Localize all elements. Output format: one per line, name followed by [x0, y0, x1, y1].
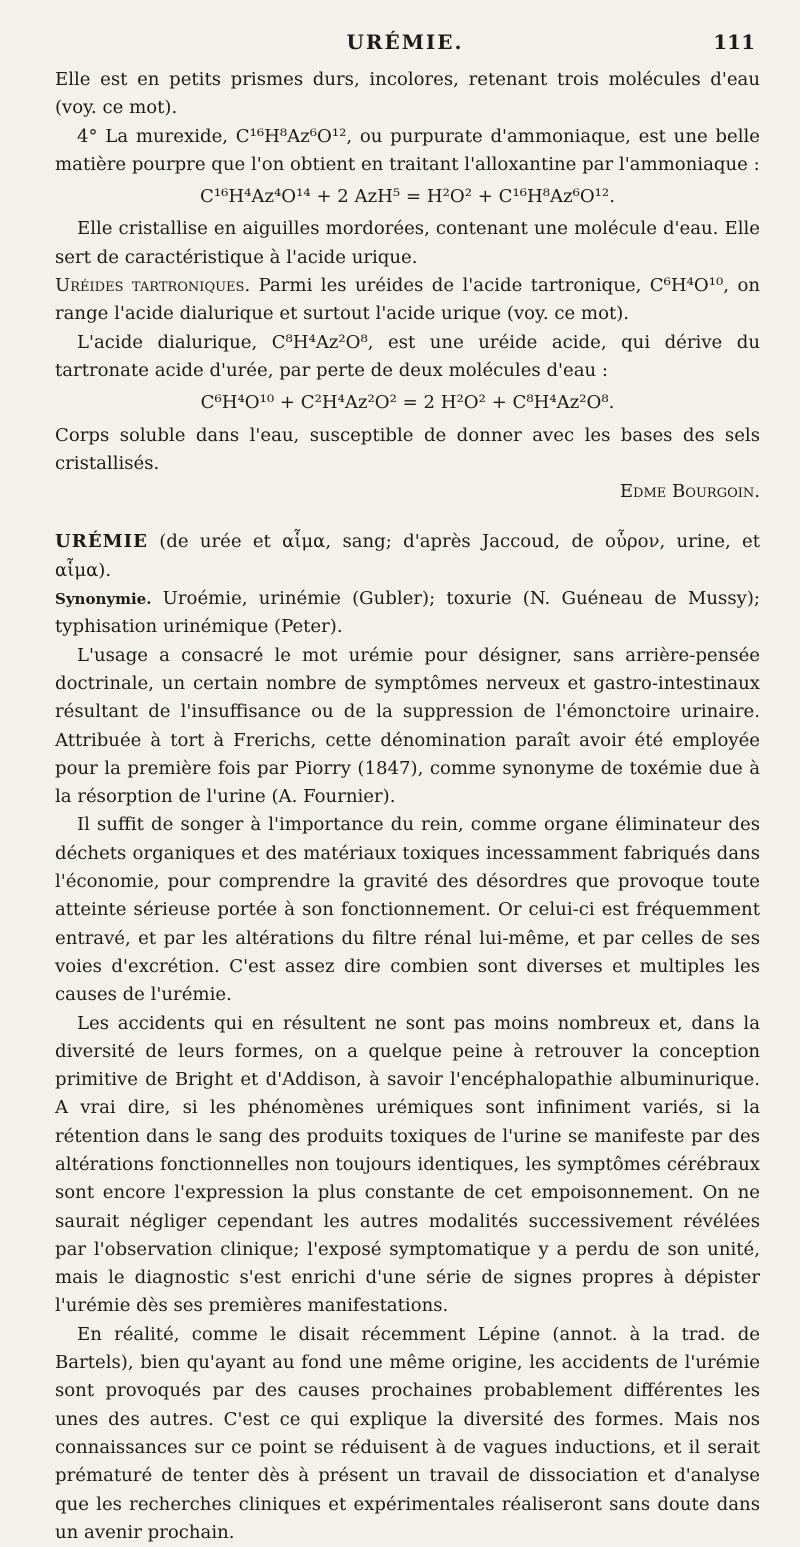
entry-title: URÉMIE — [55, 531, 148, 553]
synonymy — [55, 585, 760, 642]
entry-etymology: (de urée et αἷμα, sang; d'après Jaccoud, de οὖρον, urine, et αἷμα). — [55, 531, 760, 581]
paragraph-text: Parmi les uréides de l'acide tartronique, C⁶H⁴O¹⁰, on range l'acide dialurique et surtout l'acide urique (voy. ce mot). — [55, 275, 760, 325]
synonymy-text: Uroémie, urinémie (Gubler); toxurie (N. Guéneau de Mussy); typhisation urinémique (Peter). — [55, 588, 760, 638]
paragraph: En réalité, comme le disait récemment Lépine (annot. à la trad. de Bartels), bien qu'ayant au fond une même origine, les accidents de l'urémie sont provoqués par des causes prochaines probablement différentes les unes des autres. C'est ce qui explique la diversité des formes. Mais nos connaissances sur ce point se réduisent à de vagues inductions, et il serait prématuré de tenter dès à présent un travail de dissociation et d'analyse que les recherches cliniques et expérimentales réaliseront sans doute dans un avenir prochain. — [55, 1323, 760, 1543]
author-signature: Edme Bourgoin. — [619, 481, 760, 503]
page-header — [55, 30, 755, 62]
running-title: URÉMIE. — [346, 30, 464, 54]
paragraph: L'acide dialurique, C⁸H⁴Az²O⁸, est une uréide acide, qui dérive du tartronate acide d'urée, par perte de deux molécules d'eau : — [55, 331, 760, 381]
paragraph: Il suffit de songer à l'importance du rein, comme organe éliminateur des déchets organiques et des matériaux toxiques incessamment fabriqués dans l'économie, pour comprendre la gravité des désordres que provoque toute atteinte sérieuse portée à son fonctionnement. Or celui-ci est fréquemment entravé, et par les altérations du filtre rénal lui-même, et par celles de ses voies d'excrétion. C'est assez dire combien sont diverses et multiples les causes de l'urémie. — [55, 814, 760, 1006]
paragraph: Elle est en petits prismes durs, incolores, retenant trois molécules d'eau (voy. ce mot). — [55, 69, 760, 119]
chemical-formula: C⁶H⁴O¹⁰ + C²H⁴Az²O² = 2 H²O² + C⁸H⁴Az²O⁸. — [200, 392, 615, 414]
paragraph: Les accidents qui en résultent ne sont pas moins nombreux et, dans la diversité de leurs formes, on a quelque peine à retrouver la conception primitive de Bright et d'Addison, à savoir l'encéphalopathie albuminurique. A vrai dire, si les phénomènes urémiques sont infiniment variés, si la rétention dans le sang des produits toxiques de l'urine se manifeste par des altérations fonctionnelles non toujours identiques, les symptômes cérébraux sont encore l'expression la plus constante de cet empoisonnement. On ne saurait négliger cependant les autres modalités successivement révélées par l'observation clinique; l'exposé symptomatique y a perdu de son unité, mais le diagnostic s'est enrichi d'une série de signes propres à dépister l'urémie dès ses premières manifestations. — [55, 1012, 760, 1317]
section-label: Uréides tartroniques. — [55, 275, 251, 297]
paragraph: Elle cristallise en aiguilles mordorées, contenant une molécule d'eau. Elle sert de caractéristique à l'acide urique. — [55, 218, 760, 268]
page-body — [55, 66, 760, 1547]
paragraph: L'usage a consacré le mot urémie pour désigner, sans arrière-pensée doctrinale, un certain nombre de symptômes nerveux et gastro-intestinaux résultant de l'insuffisance ou de la suppression de l'émonctoire urinaire. Attribuée à tort à Frerichs, cette dénomination paraît avoir été employée pour la première fois par Piorry (1847), comme synonyme de toxémie due à la résorption de l'urine (A. Fournier). — [55, 644, 760, 808]
section-gap — [55, 506, 760, 528]
paragraph — [55, 272, 760, 329]
synonymy-label: Synonymie. — [55, 590, 152, 609]
paragraph: 4° La murexide, C¹⁶H⁸Az⁶O¹², ou purpurate d'ammoniaque, est une belle matière pourpre que l'on obtient en traitant l'alloxantine par l'ammoniaque : — [55, 125, 760, 175]
chemical-formula: C¹⁶H⁴Az⁴O¹⁴ + 2 AzH⁵ = H²O² + C¹⁶H⁸Az⁶O¹². — [200, 186, 615, 208]
entry-heading — [55, 528, 760, 585]
paragraph: Corps soluble dans l'eau, susceptible de donner avec les bases des sels cristallisés. — [55, 424, 760, 474]
page-number: 111 — [713, 30, 755, 54]
